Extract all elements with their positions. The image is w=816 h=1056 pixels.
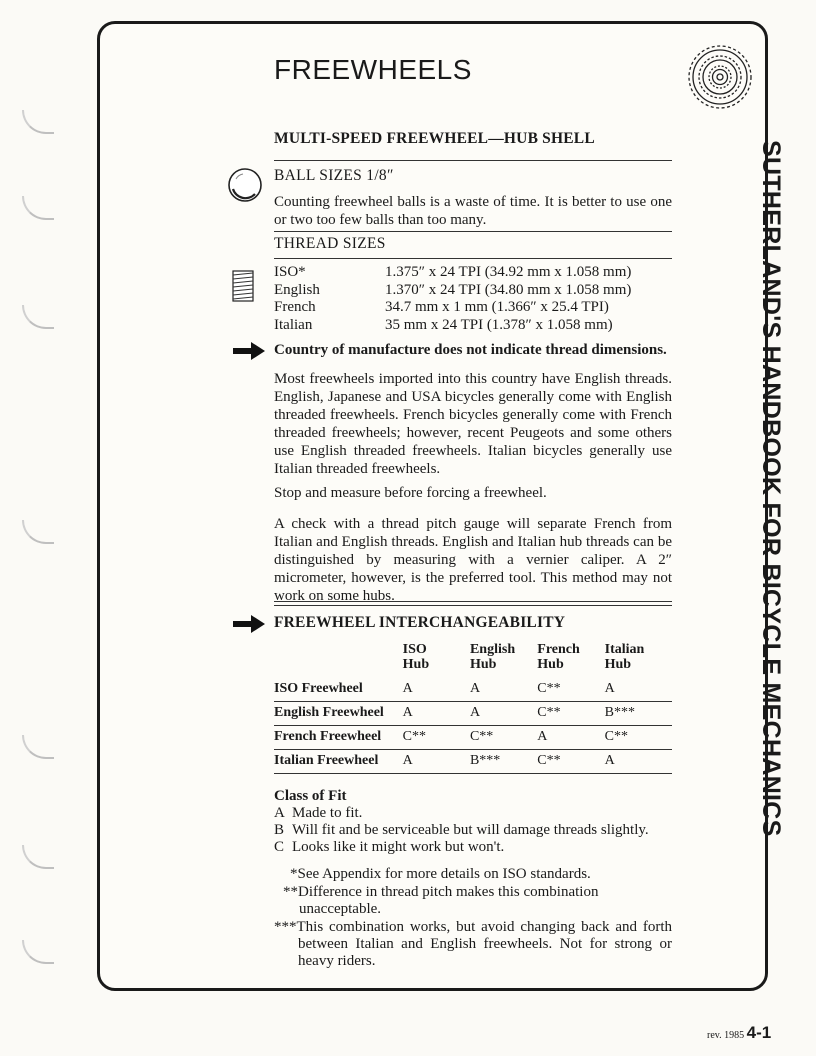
paragraph: A check with a thread pitch gauge will separate French from Italian and English threads. English and Italian hub threads can be distinguished by measuring with a vernier caliper. A 2″ micrometer, however, is the preferred tool. This method may not work on some hubs. bbox=[274, 516, 672, 604]
binder-hole bbox=[22, 735, 54, 759]
class-of-fit bbox=[274, 788, 672, 856]
footnote: **Difference in thread pitch makes this combination unacceptable. bbox=[283, 884, 599, 917]
section-title: MULTI-SPEED FREEWHEEL—HUB SHELL bbox=[274, 130, 595, 147]
gear-icon bbox=[683, 40, 757, 114]
column-header: Italian Hub bbox=[604, 642, 645, 672]
binder-hole bbox=[22, 196, 54, 220]
interchangeability-table bbox=[274, 642, 672, 774]
thread-icon bbox=[230, 270, 256, 302]
paragraph: Most freewheels imported into this country have English threads. English, Japanese and USA bicycles generally come with English threaded freewheels. French bicycles generally come with French threaded freewheels; however, recent Peugeots and some others use English threaded freewheels. Italian bicycles generally use Italian threaded freewheels. bbox=[274, 371, 672, 477]
revision-label: rev. 1985 bbox=[707, 1030, 745, 1041]
table-row: French Freewheel C** C** A C** bbox=[274, 726, 672, 750]
ball-bearing-icon bbox=[227, 167, 263, 203]
side-book-title: SUTHERLAND'S HANDBOOK FOR BICYCLE MECHANICS bbox=[757, 140, 785, 837]
divider bbox=[274, 258, 672, 259]
paragraph: Stop and measure before forcing a freewheel. bbox=[274, 485, 547, 501]
interchangeability-heading: FREEWHEEL INTERCHANGEABILITY bbox=[274, 614, 566, 631]
list-item: C Looks like it might work but won't. bbox=[274, 839, 505, 855]
list-item: ISO* 1.375″ x 24 TPI (34.92 mm x 1.058 mm) bbox=[274, 264, 632, 280]
table-corner bbox=[274, 642, 403, 678]
table-row: ISO Freewheel A A C** A bbox=[274, 678, 672, 702]
binder-hole bbox=[22, 940, 54, 964]
arrow-right-icon bbox=[233, 342, 265, 360]
page-number: 4-1 bbox=[746, 1023, 772, 1042]
column-header: English Hub bbox=[469, 642, 516, 672]
binder-hole bbox=[22, 520, 54, 544]
binder-hole bbox=[22, 845, 54, 869]
footnote: *See Appendix for more details on ISO standards. bbox=[290, 866, 591, 882]
thread-sizes-heading: THREAD SIZES bbox=[274, 235, 386, 252]
ball-sizes-text: Counting freewheel balls is a waste of time. It is better to use one or two too few balls than too many. bbox=[274, 194, 672, 228]
column-header: French Hub bbox=[537, 642, 580, 672]
list-item: A Made to fit. bbox=[274, 805, 363, 821]
table-row: Italian Freewheel A B*** C** A bbox=[274, 750, 672, 774]
thread-sizes-list bbox=[274, 264, 672, 334]
warning-text: Country of manufacture does not indicate thread dimensions. bbox=[274, 342, 667, 358]
table-header-row bbox=[274, 642, 672, 678]
page-footer bbox=[707, 1023, 771, 1043]
binder-hole bbox=[22, 110, 54, 134]
column-header: ISO Hub bbox=[402, 642, 430, 672]
binder-hole bbox=[22, 305, 54, 329]
list-item: English 1.370″ x 24 TPI (34.80 mm x 1.058 mm) bbox=[274, 281, 632, 298]
list-item: B Will fit and be serviceable but will damage threads slightly. bbox=[274, 822, 649, 838]
divider bbox=[274, 231, 672, 232]
table-row: English Freewheel A A C** B*** bbox=[274, 702, 672, 726]
list-item: French 34.7 mm x 1 mm (1.366″ x 25.4 TPI) bbox=[274, 299, 609, 315]
double-divider bbox=[274, 601, 672, 606]
ball-sizes-heading: BALL SIZES 1/8″ bbox=[274, 167, 394, 184]
page-title: FREEWHEELS bbox=[274, 54, 472, 85]
divider bbox=[274, 160, 672, 161]
arrow-right-icon bbox=[233, 615, 265, 633]
class-of-fit-heading: Class of Fit bbox=[274, 788, 347, 804]
list-item: Italian 35 mm x 24 TPI (1.378″ x 1.058 mm) bbox=[274, 316, 613, 333]
footnote: ***This combination works, but avoid changing back and forth between Italian and English freewheels. Not for strong or heavy riders. bbox=[274, 919, 672, 969]
